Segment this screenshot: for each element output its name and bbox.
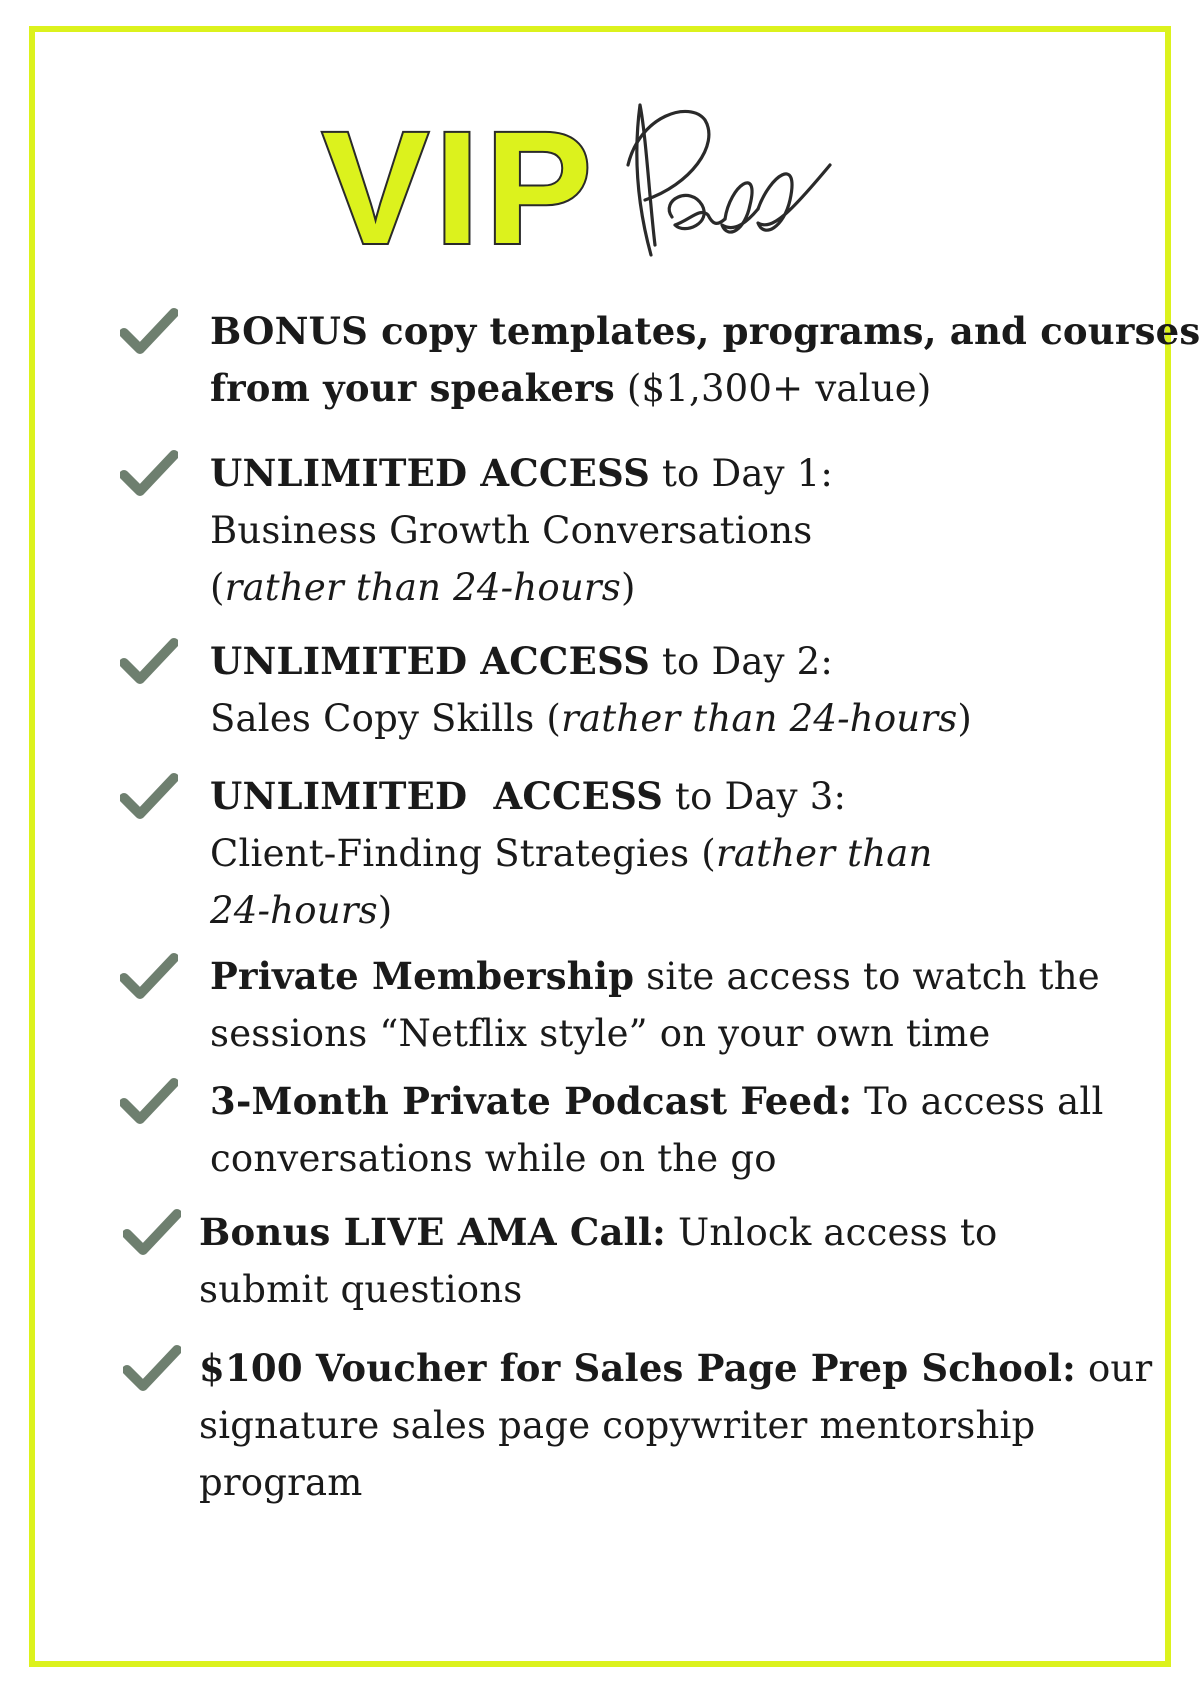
body-text: ) — [620, 566, 636, 609]
list-item-text — [210, 768, 1130, 939]
text-line — [210, 1130, 1130, 1187]
body-text: Business Growth Conversations — [210, 509, 813, 552]
bold-text: UNLIMITED ACCESS — [210, 451, 651, 495]
list-item-text — [199, 1340, 1153, 1511]
text-line — [199, 1204, 1119, 1261]
check-icon — [123, 1344, 181, 1394]
list-item-text — [210, 633, 1130, 747]
bold-text: BONUS copy templates, programs, and courses — [210, 309, 1200, 353]
text-line — [210, 768, 1130, 825]
body-text: ($1,300+ value) — [614, 367, 932, 410]
check-icon — [123, 1208, 181, 1258]
body-text: Client-Finding Strategies ( — [210, 832, 716, 875]
body-text: submit questions — [199, 1268, 523, 1311]
italic-text: rather than — [715, 832, 933, 875]
body-text: signature sales page copywriter mentorship — [199, 1404, 1036, 1447]
page-title — [0, 95, 1200, 270]
bold-text: from your speakers — [210, 366, 615, 410]
text-line — [210, 559, 1130, 616]
check-icon — [120, 952, 178, 1002]
text-line — [199, 1340, 1153, 1397]
check-icon — [120, 772, 178, 822]
text-line — [210, 502, 1130, 559]
text-line — [210, 445, 1130, 502]
vip-pass-logo — [0, 95, 1200, 270]
bold-text: Private Membership — [210, 954, 635, 998]
text-line — [210, 948, 1130, 1005]
body-text: program — [199, 1461, 363, 1504]
bold-text: Bonus LIVE AMA Call: — [199, 1210, 667, 1254]
italic-text: rather than 24-hours — [224, 566, 621, 609]
body-text: ) — [957, 697, 973, 740]
list-item-text — [199, 1204, 1119, 1318]
body-text: site access to watch the — [634, 955, 1100, 998]
body-text: to Day 2: — [650, 640, 834, 683]
body-text: Unlock access to — [666, 1211, 998, 1254]
body-text: conversations while on the go — [210, 1137, 777, 1180]
text-line — [210, 360, 1130, 417]
body-text: Sales Copy Skills ( — [210, 697, 562, 740]
text-line — [210, 633, 1130, 690]
list-item-text — [210, 1073, 1130, 1187]
list-item-text — [210, 948, 1130, 1062]
list-item-text — [210, 445, 1130, 616]
bold-text: UNLIMITED ACCESS — [210, 639, 651, 683]
italic-text: 24-hours — [210, 889, 378, 932]
title-pass-script — [628, 105, 830, 255]
text-line — [210, 1005, 1130, 1062]
italic-text: rather than 24-hours — [561, 697, 958, 740]
text-line — [210, 882, 1130, 939]
text-line — [210, 825, 1130, 882]
text-line — [210, 303, 1200, 360]
bold-text: 3-Month Private Podcast Feed: — [210, 1079, 853, 1123]
text-line — [199, 1454, 1119, 1511]
title-vip: VIP — [322, 98, 598, 270]
body-text: to Day 3: — [663, 775, 847, 818]
bold-text: $100 Voucher for Sales Page Prep School: — [199, 1346, 1076, 1390]
text-line — [210, 690, 1130, 747]
text-line — [210, 1073, 1130, 1130]
body-text: sessions “Netflix style” on your own time — [210, 1012, 991, 1055]
body-text: ( — [210, 566, 225, 609]
bold-text: UNLIMITED ACCESS — [210, 774, 664, 818]
body-text: To access all — [852, 1080, 1104, 1123]
list-item-text — [210, 303, 1200, 417]
check-icon — [120, 1077, 178, 1127]
check-icon — [120, 307, 178, 357]
check-icon — [120, 449, 178, 499]
body-text: to Day 1: — [650, 452, 834, 495]
text-line — [199, 1261, 1119, 1318]
body-text: ) — [377, 889, 393, 932]
text-line — [199, 1397, 1119, 1454]
body-text: our — [1076, 1347, 1153, 1390]
check-icon — [120, 637, 178, 687]
